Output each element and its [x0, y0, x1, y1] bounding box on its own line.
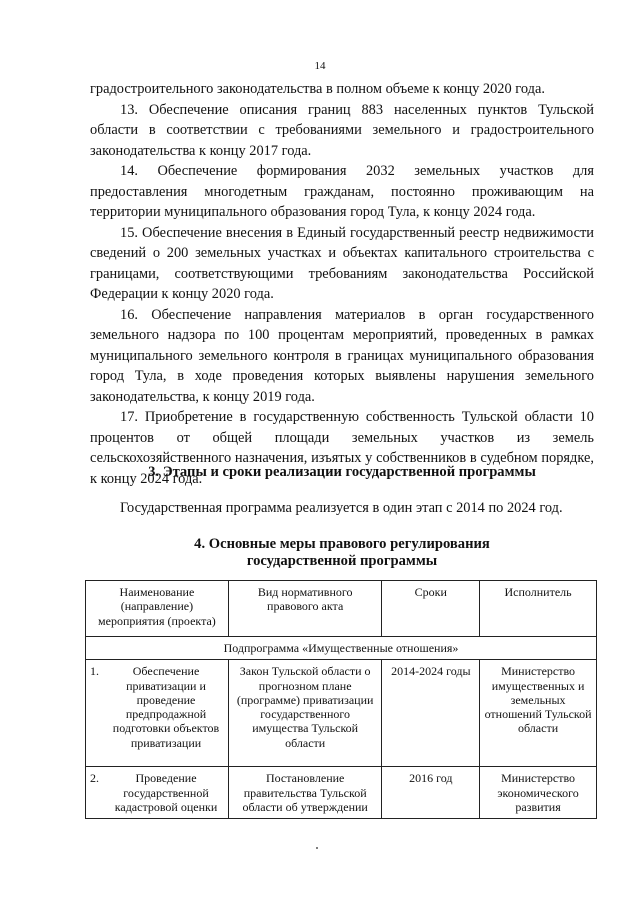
- measure-cell: [86, 767, 229, 819]
- section-4-heading: [90, 536, 594, 570]
- header-cell: Наименование (направление) мероприятия (проекта): [86, 581, 229, 637]
- measure-name: Проведение государственной кадастровой оценки: [114, 771, 218, 814]
- legal-regulation-table: [85, 580, 597, 819]
- executor-cell: Министерство имущественных и земельных отношений Тульской области: [480, 660, 597, 767]
- paragraph-item-16: 16. Обеспечение направления материалов в орган государственного земельного надзора по 100 процентам мероприятий, проведенных в рамках муниципального земельного контроля в границах муниципального образования город Тула, в ходе проведения которых выявлены нарушения земельного законодательства, к концу 2019 года.: [90, 306, 594, 405]
- measure-name: Обеспечение приватизации и проведение предпродажной подготовки объектов приватизации: [112, 664, 220, 750]
- section-4-heading-line1: 4. Основные меры правового регулирования: [194, 536, 490, 552]
- page-number: 14: [314, 60, 326, 72]
- act-cell: Закон Тульской области о прогнозном плане (программе) приватизации государственного имущества Тульской области: [228, 660, 382, 767]
- paragraph-continuation: градостроительного законодательства в полном объеме к концу 2020 года.: [90, 81, 545, 97]
- term-cell: 2014-2024 годы: [382, 660, 480, 767]
- paragraph-item-14: 14. Обеспечение формирования 2032 земельных участков для предоставления многодетным гражданам, постоянно проживающим на территории муниципального образования город Тула, к концу 2024 года.: [90, 163, 594, 220]
- executor-cell: Министерство экономического развития: [480, 767, 597, 819]
- paragraph-item-17: 17. Приобретение в государственную собственность Тульской области 10 процентов от общей площади земельных участков из земель сельскохозяйственного назначения, изъятых у собственников в судебном порядке, к концу 2024 года.: [90, 409, 594, 487]
- scan-speck: [316, 847, 318, 849]
- measure-cell: [86, 660, 229, 767]
- section-4-heading-line2: государственной программы: [246, 553, 438, 569]
- table-header-row: [86, 581, 597, 637]
- header-cell: Сроки: [382, 581, 480, 637]
- subprogram-row: [86, 637, 597, 660]
- section-3-text: Государственная программа реализуется в один этап с 2014 по 2024 год.: [120, 500, 563, 516]
- row-number: 1.: [90, 664, 99, 679]
- table-row: [86, 767, 597, 819]
- header-cell: Вид нормативного правового акта: [228, 581, 382, 637]
- table-row: [86, 660, 597, 767]
- paragraph-item-13: 13. Обеспечение описания границ 883 населенных пунктов Тульской области в соответствии с требованиями земельного и градостроительного законодательства к концу 2017 года.: [90, 101, 594, 159]
- act-cell: Постановление правительства Тульской области об утверждении: [228, 767, 382, 819]
- section-3-heading: 3. Этапы и сроки реализации государственной программы: [148, 464, 536, 480]
- header-cell: Исполнитель: [480, 581, 597, 637]
- row-number: 2.: [90, 771, 99, 786]
- body-text: [90, 79, 594, 489]
- term-cell: 2016 год: [382, 767, 480, 819]
- paragraph-item-15: 15. Обеспечение внесения в Единый государственный реестр недвижимости сведений о 200 земельных участках и объектах капитального строительства с границами, соответствующими требованиям законодательства Российской Федерации к концу 2020 года.: [90, 224, 594, 302]
- subprogram-title: Подпрограмма «Имущественные отношения»: [86, 637, 597, 660]
